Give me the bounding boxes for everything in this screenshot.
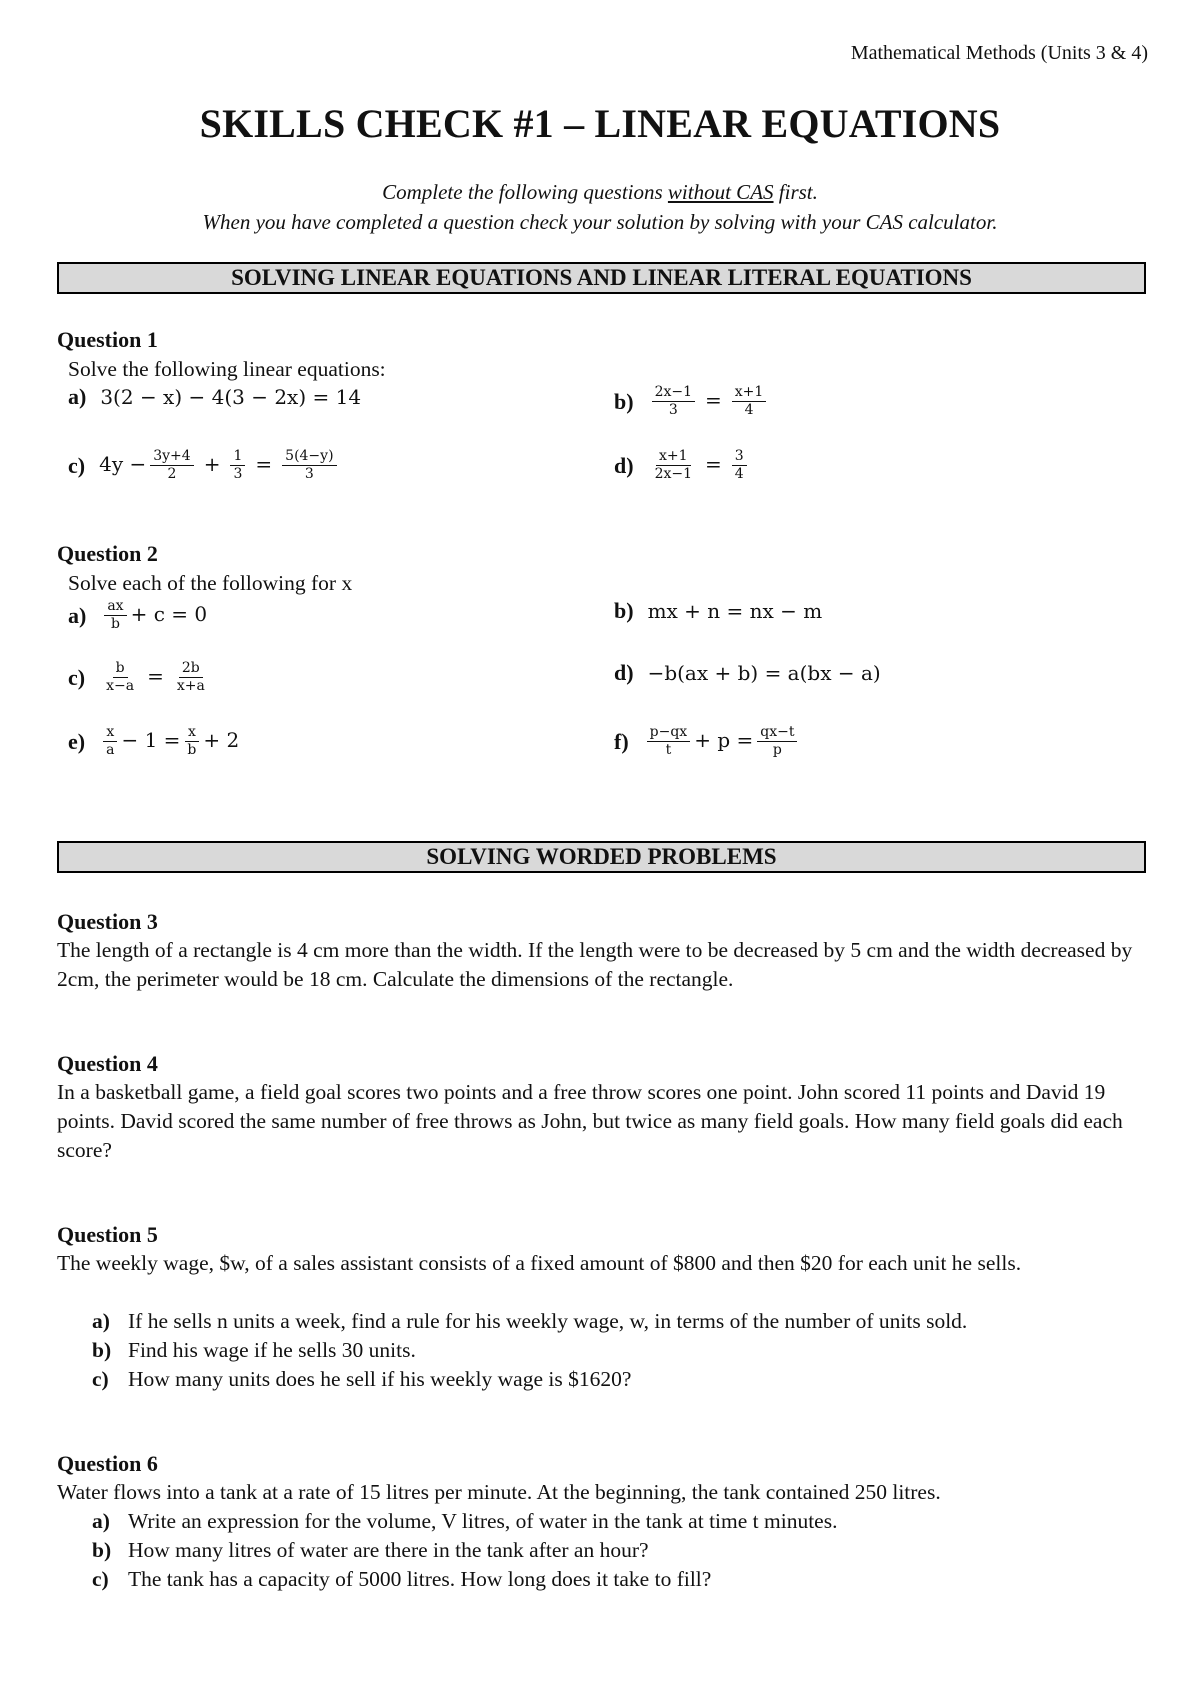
term: + 2 [203, 728, 240, 752]
question-4-heading: Question 4 [57, 1051, 158, 1076]
denominator: b [110, 616, 120, 632]
denominator: 3 [233, 466, 243, 482]
q2-part-e [68, 724, 239, 759]
fraction [732, 448, 747, 483]
numerator: 3y+4 [150, 448, 193, 466]
equation [100, 598, 207, 633]
list-item [92, 1507, 837, 1536]
q1-part-a [68, 384, 361, 410]
part-label: a) [92, 1509, 110, 1533]
question-3-text: The length of a rectangle is 4 cm more than the width. If the length were to be decreased by 5 cm and the width decreased by 2cm, the perimeter would be 18 cm. Calculate the dimensions of the rectangle. [57, 938, 1133, 991]
question-5-text: The weekly wage, $w, of a sales assistant consists of a fixed amount of $800 and then $20 for each unit he sells. [57, 1251, 1022, 1275]
instruction-emphasis: without CAS [667, 180, 774, 204]
equation: 4y − $\frac{3y+4}{2}$ + $\frac{1}{3}$ = $\frac{5(4-y)}{3}$ [99, 448, 340, 483]
part-label: b) [614, 388, 634, 414]
numerator: b [113, 660, 128, 678]
question-5-parts [92, 1307, 967, 1394]
fraction [652, 448, 695, 483]
part-label: e) [68, 728, 86, 754]
numerator: 3 [732, 448, 747, 466]
denominator: x−a [106, 678, 135, 694]
denominator: 4 [734, 466, 744, 482]
part-label: d) [614, 452, 634, 478]
equation: −b(ax + b) = a(bx − a) [647, 661, 881, 685]
equation: 3(2 − x) − 4(3 − 2x) = 14 [100, 385, 362, 409]
part-label: c) [92, 1367, 109, 1391]
instruction-line-2: When you have completed a question check your solution by solving with your CAS calculator. [202, 210, 998, 234]
numerator: x+1 [732, 384, 767, 402]
numerator: 5(4−y) [282, 448, 336, 466]
equation: $\frac{x+1}{2x-1}$ = $\frac{3}{4}$ [648, 448, 751, 483]
numerator: 2x−1 [652, 384, 695, 402]
numerator: p−qx [647, 724, 691, 742]
part-label: f) [614, 728, 629, 754]
question-2-prompt: Solve each of the following for x [68, 571, 353, 595]
instruction-text: Complete the following questions [382, 180, 668, 204]
q1-part-b [614, 384, 770, 419]
term: + c = 0 [130, 602, 208, 626]
term: − 1 = [121, 728, 181, 752]
section-heading-linear: SOLVING LINEAR EQUATIONS AND LINEAR LITERAL EQUATIONS [57, 262, 1146, 294]
section-heading-worded: SOLVING WORDED PROBLEMS [57, 841, 1146, 873]
q1-part-c [68, 448, 341, 483]
question-6-parts [92, 1507, 837, 1594]
denominator: t [665, 742, 672, 758]
fraction [652, 384, 695, 419]
term: + p = [694, 728, 754, 752]
part-label: c) [68, 452, 86, 478]
instruction-line-1 [0, 177, 1200, 207]
numerator: qx−t [757, 724, 797, 742]
question-4-text: In a basketball game, a field goal scores two points and a free throw scores one point. John scored 11 points and David 19 points. David scored the same number of free throws as John, but twice as many field goals. How many field goals did each score? [57, 1080, 1123, 1162]
denominator: b [187, 742, 197, 758]
list-item [92, 1565, 837, 1594]
fraction [103, 724, 117, 759]
numerator: x [185, 724, 199, 742]
question-2-heading: Question 2 [57, 541, 158, 566]
part-label: a) [68, 602, 87, 628]
fraction [757, 724, 797, 759]
q1-part-d [614, 448, 751, 483]
part-label: b) [92, 1538, 112, 1562]
fraction [150, 448, 193, 483]
part-text: Write an expression for the volume, V litres, of water in the tank at time t minutes. [128, 1509, 838, 1533]
part-label: d) [614, 660, 634, 685]
fraction [103, 660, 137, 695]
denominator: 3 [304, 466, 314, 482]
term: 4y − [99, 452, 147, 476]
denominator: 2x−1 [654, 466, 693, 482]
numerator: 1 [230, 448, 245, 466]
part-text: How many litres of water are there in the tank after an hour? [128, 1538, 649, 1562]
numerator: ax [104, 598, 126, 616]
equation [99, 724, 239, 759]
denominator: x+a [176, 678, 205, 694]
instructions [0, 177, 1200, 237]
instruction-text: first. [773, 180, 818, 204]
equation: $\frac{2x-1}{3}$ = $\frac{x+1}{4}$ [648, 384, 771, 419]
q2-part-f [614, 724, 801, 759]
denominator: 2 [167, 466, 177, 482]
question-6-heading: Question 6 [57, 1451, 158, 1476]
question-6-text: Water flows into a tank at a rate of 15 litres per minute. At the beginning, the tank contained 250 litres. [57, 1480, 941, 1504]
question-5-heading: Question 5 [57, 1222, 158, 1247]
fraction [647, 724, 691, 759]
denominator: a [106, 742, 115, 758]
question-1-heading: Question 1 [57, 327, 158, 352]
part-text: How many units does he sell if his weekly wage is $1620? [128, 1367, 632, 1391]
numerator: x+1 [656, 448, 691, 466]
list-item [92, 1536, 837, 1565]
fraction [174, 660, 208, 695]
q2-part-d [614, 660, 881, 686]
fraction [184, 724, 199, 759]
fraction [282, 448, 336, 483]
numerator: 2b [179, 660, 203, 678]
fraction [230, 448, 245, 483]
equation: $\frac{b}{x-a}$ = $\frac{2b}{x+a}$ [99, 660, 212, 695]
denominator: p [772, 742, 782, 758]
course-header: Mathematical Methods (Units 3 & 4) [850, 42, 1148, 64]
question-1-prompt: Solve the following linear equations: [68, 357, 386, 381]
fraction [104, 598, 126, 633]
part-text: Find his wage if he sells 30 units. [128, 1338, 416, 1362]
q2-part-a [68, 598, 207, 633]
fraction [732, 384, 767, 419]
part-label: a) [92, 1309, 110, 1333]
question-3-heading: Question 3 [57, 909, 158, 934]
list-item [92, 1336, 967, 1365]
part-text: If he sells n units a week, find a rule for his weekly wage, w, in terms of the number of units sold. [128, 1309, 968, 1333]
q2-part-c [68, 660, 212, 695]
equation: mx + n = nx − m [647, 599, 823, 623]
list-item [92, 1307, 967, 1336]
page-title: SKILLS CHECK #1 – LINEAR EQUATIONS [199, 101, 1001, 146]
list-item [92, 1365, 967, 1394]
part-label: b) [614, 598, 634, 623]
part-label: c) [92, 1567, 109, 1591]
numerator: x [103, 724, 117, 742]
part-label: a) [68, 384, 87, 409]
equation [643, 724, 802, 759]
denominator: 3 [668, 402, 678, 418]
part-label: c) [68, 664, 86, 690]
q2-part-b [614, 598, 822, 624]
denominator: 4 [744, 402, 754, 418]
part-label: b) [92, 1338, 112, 1362]
part-text: The tank has a capacity of 5000 litres. How long does it take to fill? [128, 1567, 712, 1591]
